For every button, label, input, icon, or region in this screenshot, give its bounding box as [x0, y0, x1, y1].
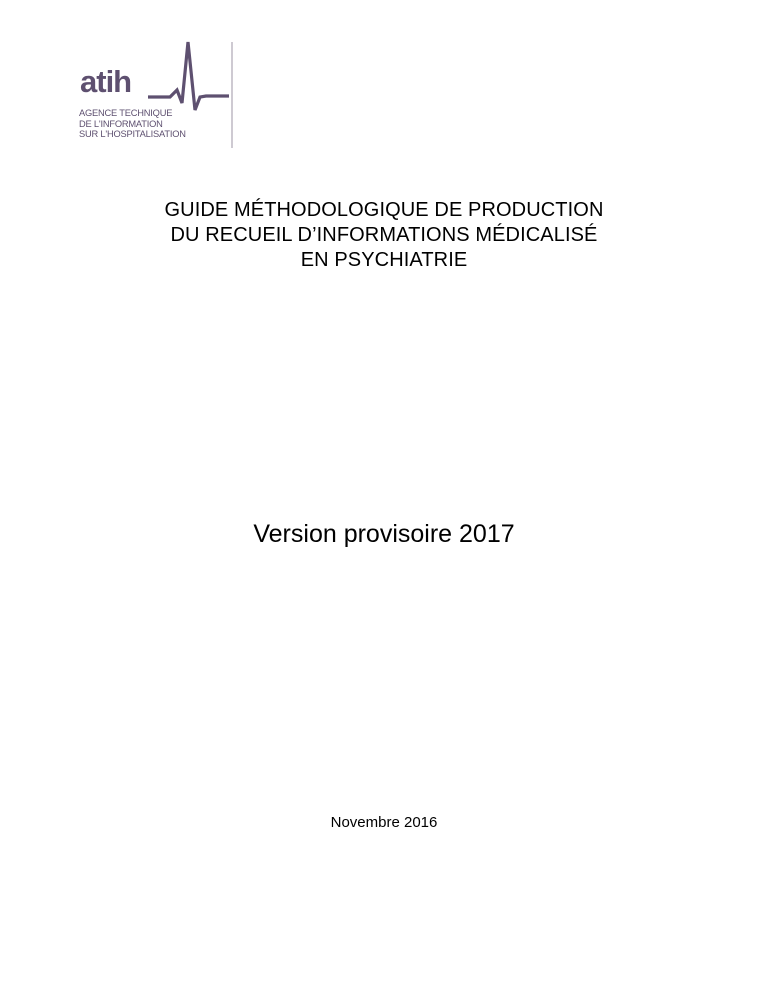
- atih-logo: [78, 38, 236, 150]
- title-line: EN PSYCHIATRIE: [300, 249, 468, 271]
- logo-wordmark: atih: [80, 64, 132, 99]
- document-title: [0, 198, 768, 273]
- logo-line: SUR L'HOSPITALISATION: [79, 129, 186, 139]
- logo-line: DE L'INFORMATION: [79, 118, 163, 129]
- title-line: GUIDE MÉTHODOLOGIQUE DE PRODUCTION: [164, 199, 604, 221]
- logo-agency-name: [79, 108, 186, 140]
- version-label: Version provisoire 2017: [253, 520, 515, 548]
- publication-date: Novembre 2016: [330, 814, 438, 831]
- title-line: DU RECUEIL D’INFORMATIONS MÉDICALISÉ: [170, 224, 598, 246]
- logo-line: AGENCE TECHNIQUE: [79, 108, 173, 118]
